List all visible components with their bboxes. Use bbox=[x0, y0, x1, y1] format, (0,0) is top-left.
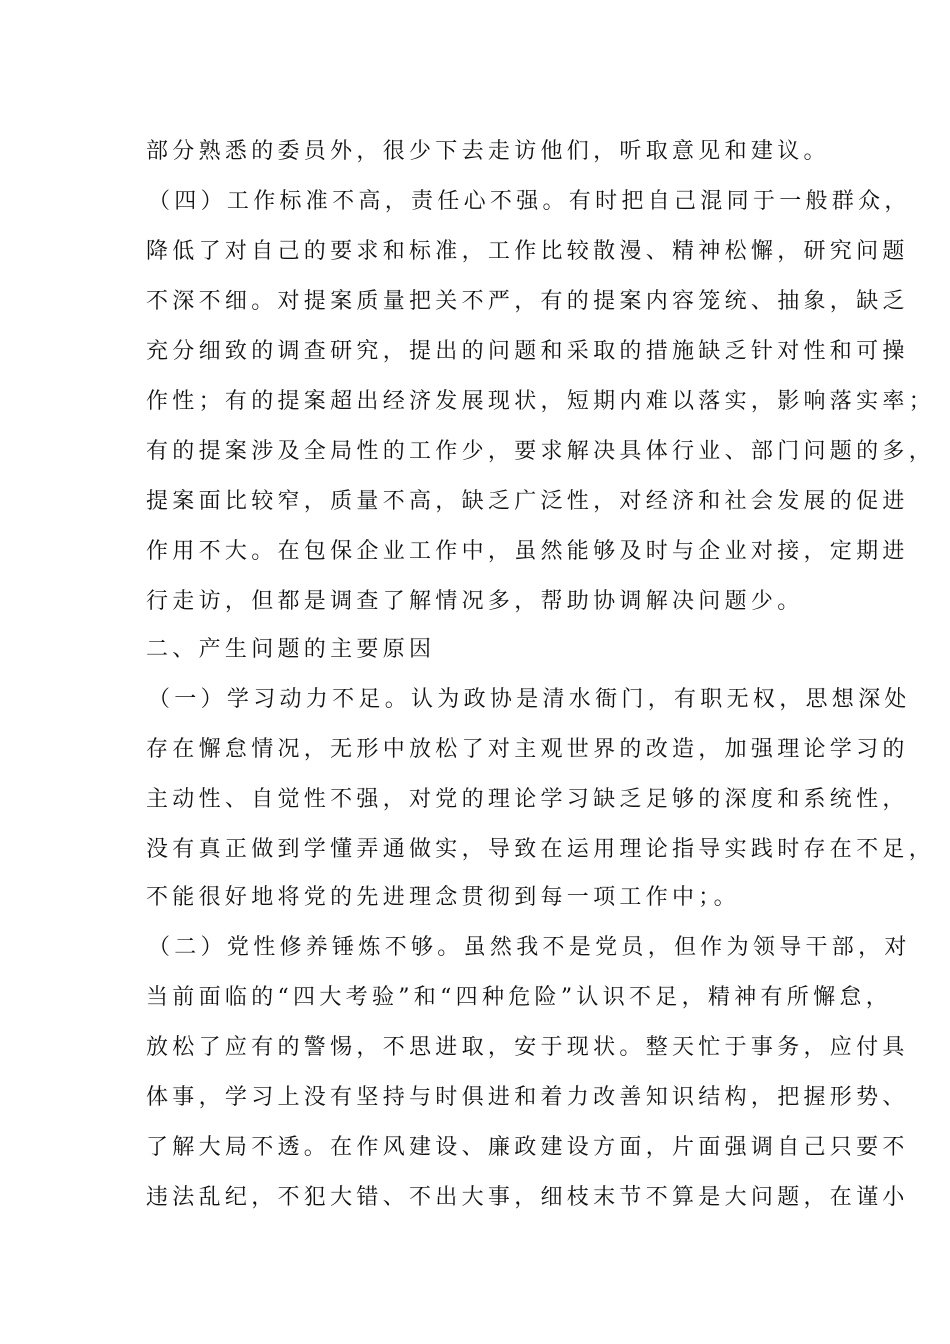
text-line: 不能很好地将党的先进理念贯彻到每一项工作中；。 bbox=[146, 885, 740, 910]
text-line: 存在懈怠情况，无形中放松了对主观世界的改造，加强理论学习的 bbox=[146, 737, 909, 762]
text-line: 主动性、自觉性不强，对党的理论学习缺乏足够的深度和系统性， bbox=[146, 787, 909, 812]
text-line: 充分细致的调查研究，提出的问题和采取的措施缺乏针对性和可操 bbox=[146, 339, 909, 364]
text-line: 不深不细。对提案质量把关不严，有的提案内容笼统、抽象，缺乏 bbox=[146, 289, 909, 314]
text-line: 行走访，但都是调查了解情况多，帮助协调解决问题少。 bbox=[146, 589, 804, 614]
section-heading-line: （二）党性修养锤炼不够。虽然我不是党员，但作为领导干部，对 bbox=[148, 935, 911, 960]
text-line: 放松了应有的警惕，不思进取，安于现状。整天忙于事务，应付具 bbox=[146, 1035, 909, 1060]
text-line: 提案面比较窄，质量不高，缺乏广泛性，对经济和社会发展的促进 bbox=[146, 489, 909, 514]
text-line: 违法乱纪，不犯大错、不出大事，细枝末节不算是大问题，在谨小 bbox=[146, 1185, 909, 1210]
text-line: 降低了对自己的要求和标准，工作比较散漫、精神松懈，研究问题 bbox=[146, 239, 909, 264]
section-title: 二、产生问题的主要原因 bbox=[146, 637, 436, 662]
text-line: 没有真正做到学懂弄通做实，导致在运用理论指导实践时存在不足， bbox=[146, 837, 936, 862]
text-line: 有的提案涉及全局性的工作少，要求解决具体行业、部门问题的多， bbox=[146, 439, 936, 464]
text-line: 部分熟悉的委员外，很少下去走访他们，听取意见和建议。 bbox=[146, 139, 830, 164]
section-heading-line: （四）工作标准不高，责任心不强。有时把自己混同于一般群众， bbox=[148, 189, 911, 214]
text-line: 作性；有的提案超出经济发展现状，短期内难以落实，影响落实率； bbox=[146, 389, 936, 414]
text-line: 体事，学习上没有坚持与时俱进和着力改善知识结构，把握形势、 bbox=[146, 1085, 909, 1110]
text-line: 作用不大。在包保企业工作中，虽然能够及时与企业对接，定期进 bbox=[146, 539, 909, 564]
section-heading-line: （一）学习动力不足。认为政协是清水衙门，有职无权，思想深处 bbox=[148, 687, 911, 712]
text-line: 当前面临的“四大考验”和“四种危险”认识不足，精神有所懈怠， bbox=[146, 985, 892, 1010]
text-line: 了解大局不透。在作风建设、廉政建设方面，片面强调自己只要不 bbox=[146, 1135, 909, 1160]
